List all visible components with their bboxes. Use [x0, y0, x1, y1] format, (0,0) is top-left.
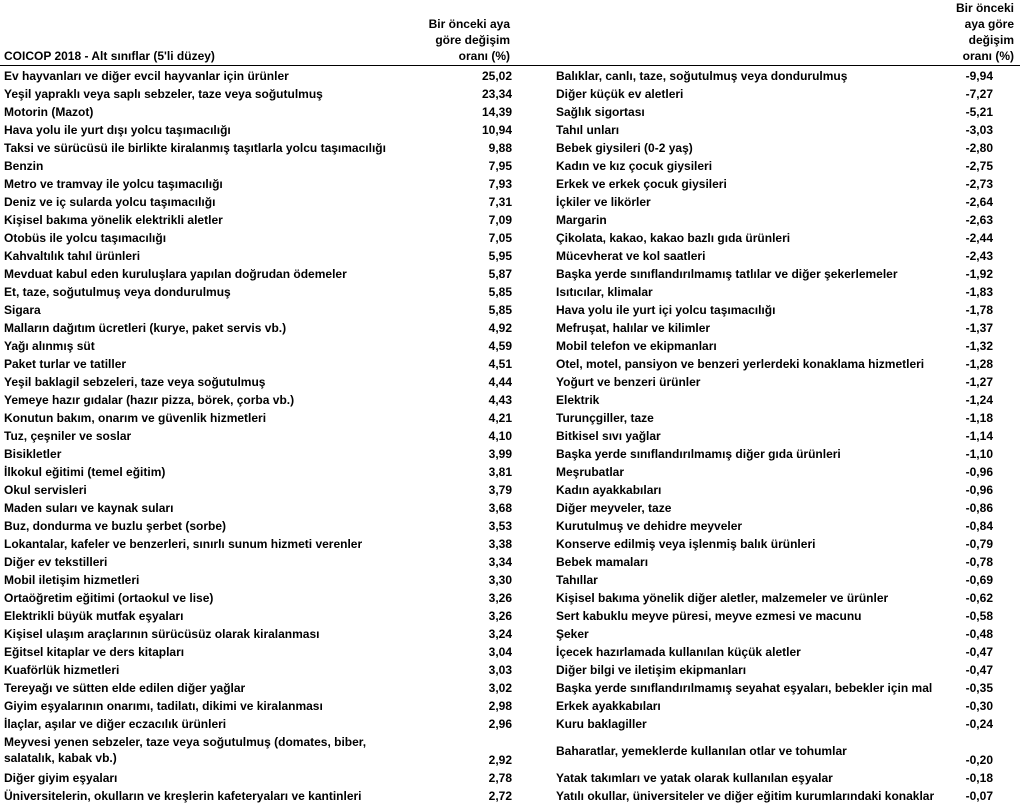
- row-value: 3,53: [488, 519, 512, 533]
- row-label: Yeşil baklagil sebzeleri, taze veya soğutulmuş: [4, 375, 266, 389]
- row-value: -1,14: [965, 429, 993, 443]
- row-value: 3,79: [488, 483, 512, 497]
- row-value: -1,78: [965, 303, 993, 317]
- row-label: Başka yerde sınıflandırılmamış diğer gıda ürünleri: [556, 447, 841, 461]
- row-label: Metro ve tramvay ile yolcu taşımacılığı: [4, 177, 223, 191]
- row-label: Isıtıcılar, klimalar: [556, 285, 653, 299]
- table-row: [0, 336, 520, 354]
- row-value: 3,99: [488, 447, 512, 461]
- column-header-right-value: Bir önceki aya göre değişim oranı (%): [955, 1, 1014, 63]
- table-row: [553, 318, 1020, 336]
- row-label: Lokantalar, kafeler ve benzerleri, sınırlı sunum hizmeti verenler: [4, 537, 363, 551]
- row-label: Balıklar, canlı, taze, soğutulmuş veya dondurulmuş: [556, 69, 848, 83]
- row-label: Tahıl unları: [556, 123, 620, 137]
- row-value: -0,58: [965, 609, 993, 623]
- row-value: 2,96: [488, 717, 512, 731]
- row-label: Sağlık sigortası: [556, 105, 645, 119]
- table-row: [553, 264, 1020, 282]
- row-label: Kuaförlük hizmetleri: [4, 663, 120, 677]
- row-label: Yatak takımları ve yatak olarak kullanılan eşyalar: [556, 771, 833, 785]
- row-label: Giyim eşyalarının onarımı, tadilatı, dikimi ve kiralanması: [4, 699, 323, 713]
- table-row: [0, 138, 520, 156]
- table-row: [553, 696, 1020, 714]
- table-row: [0, 102, 520, 120]
- table-row: [553, 588, 1020, 606]
- row-value: -1,83: [965, 285, 993, 299]
- row-label: Konutun bakım, onarım ve güvenlik hizmetleri: [4, 411, 267, 425]
- row-label: İlaçlar, aşılar ve diğer eczacılık ürünleri: [4, 717, 227, 731]
- row-value: -1,28: [965, 357, 993, 371]
- table-row: [553, 102, 1020, 120]
- row-label: Kuru baklagiller: [556, 717, 647, 731]
- row-label: Bebek mamaları: [556, 555, 649, 569]
- row-value: 3,04: [488, 645, 512, 659]
- table-row: [553, 462, 1020, 480]
- row-label: İlkokul eğitimi (temel eğitim): [4, 465, 166, 479]
- table-row: [0, 390, 520, 408]
- table-row: [553, 516, 1020, 534]
- row-label: Tuz, çeşniler ve soslar: [4, 429, 132, 443]
- row-label: Kişisel bakıma yönelik elektrikli aletler: [4, 213, 223, 227]
- row-value: 2,92: [488, 753, 512, 767]
- table-row: [0, 570, 520, 588]
- row-label: Diğer meyveler, taze: [556, 501, 672, 515]
- table-row: [0, 516, 520, 534]
- row-label: Meyvesi yenen sebzeler, taze veya soğutulmuş (domates, biber, salatalık, kabak vb.): [4, 735, 367, 765]
- row-value: -0,35: [965, 681, 993, 695]
- table-row: [0, 444, 520, 462]
- row-value: -2,80: [965, 141, 993, 155]
- table-row: [0, 318, 520, 336]
- row-value: 3,30: [488, 573, 512, 587]
- table-row: [0, 768, 520, 786]
- row-value: 14,39: [481, 105, 512, 119]
- table-row: [553, 570, 1020, 588]
- row-value: 7,95: [488, 159, 512, 173]
- table-row: [0, 282, 520, 300]
- row-value: -0,69: [965, 573, 993, 587]
- table-row: [0, 606, 520, 624]
- row-label: Ev hayvanları ve diğer evcil hayvanlar için ürünler: [4, 69, 289, 83]
- row-label: Tahıllar: [556, 573, 598, 587]
- row-label: Malların dağıtım ücretleri (kurye, paket servis vb.): [4, 321, 287, 335]
- row-label: Hava yolu ile yurt dışı yolcu taşımacılığı: [4, 123, 231, 137]
- table-row: [553, 642, 1020, 660]
- row-label: İçkiler ve likörler: [556, 195, 651, 209]
- row-value: -0,18: [965, 771, 993, 785]
- table-row: [0, 696, 520, 714]
- row-label: Kişisel ulaşım araçlarının sürücüsüz olarak kiralanması: [4, 627, 320, 641]
- row-value: -0,96: [965, 465, 993, 479]
- row-label: Erkek ayakkabıları: [556, 699, 661, 713]
- table-row: [0, 408, 520, 426]
- row-label: İçecek hazırlamada kullanılan küçük aletler: [556, 645, 801, 659]
- row-value: 3,26: [488, 591, 512, 605]
- table-row: [0, 246, 520, 264]
- row-label: Yeşil yapraklı veya saplı sebzeler, taze veya soğutulmuş: [4, 87, 323, 101]
- table-row: [553, 300, 1020, 318]
- table-row: [553, 498, 1020, 516]
- table-row: [0, 714, 520, 732]
- row-label: Çikolata, kakao, kakao bazlı gıda ürünleri: [556, 231, 791, 245]
- table-row: [553, 678, 1020, 696]
- table-row: [553, 390, 1020, 408]
- row-value: -0,62: [965, 591, 993, 605]
- row-label: Hava yolu ile yurt içi yolcu taşımacılığı: [556, 303, 776, 317]
- table-row: [0, 372, 520, 390]
- row-value: -0,79: [965, 537, 993, 551]
- table-row: [0, 264, 520, 282]
- row-value: 3,34: [488, 555, 512, 569]
- row-label: Eğitsel kitaplar ve ders kitapları: [4, 645, 185, 659]
- table-row: [553, 210, 1020, 228]
- table-row: [0, 786, 520, 804]
- row-value: -3,03: [965, 123, 993, 137]
- row-value: -0,47: [965, 645, 993, 659]
- table-row: [553, 768, 1020, 786]
- row-value: 7,09: [488, 213, 512, 227]
- row-label: Diğer giyim eşyaları: [4, 771, 118, 785]
- row-label: Mobil telefon ve ekipmanları: [556, 339, 717, 353]
- row-value: -0,86: [965, 501, 993, 515]
- row-value: 4,21: [488, 411, 512, 425]
- row-value: -0,07: [965, 789, 993, 803]
- row-label: Taksi ve sürücüsü ile birlikte kiralanmış taşıtlarla yolcu taşımacılığı: [4, 141, 386, 155]
- table-row: [553, 138, 1020, 156]
- row-label: Turunçgiller, taze: [556, 411, 654, 425]
- row-value: 5,85: [488, 285, 512, 299]
- row-label: Mefruşat, halılar ve kilimler: [556, 321, 711, 335]
- left-table-rows: [0, 66, 520, 804]
- row-label: Okul servisleri: [4, 483, 87, 497]
- row-value: 7,31: [488, 195, 512, 209]
- table-row: [553, 408, 1020, 426]
- row-label: Sert kabuklu meyve püresi, meyve ezmesi ve macunu: [556, 609, 862, 623]
- row-label: Şeker: [556, 627, 589, 641]
- table-row: [553, 660, 1020, 678]
- row-value: 2,98: [488, 699, 512, 713]
- table-row: [553, 156, 1020, 174]
- row-label: Kişisel bakıma yönelik diğer aletler, malzemeler ve ürünler: [556, 591, 889, 605]
- row-label: Et, taze, soğutulmuş veya dondurulmuş: [4, 285, 231, 299]
- row-value: -1,27: [965, 375, 993, 389]
- row-label: Yoğurt ve benzeri ürünler: [556, 375, 701, 389]
- table-row: [0, 174, 520, 192]
- row-value: 5,87: [488, 267, 512, 281]
- table-row: [553, 66, 1020, 84]
- table-row: [0, 642, 520, 660]
- row-label: Otel, motel, pansiyon ve benzeri yerlerdeki konaklama hizmetleri: [556, 357, 925, 371]
- row-value: -1,18: [965, 411, 993, 425]
- row-value: 3,03: [488, 663, 512, 677]
- table-row: [553, 228, 1020, 246]
- table-row: [0, 534, 520, 552]
- row-label: Bitkisel sıvı yağlar: [556, 429, 661, 443]
- row-value: 5,85: [488, 303, 512, 317]
- row-value: -2,73: [965, 177, 993, 191]
- row-value: -5,21: [965, 105, 993, 119]
- column-header-left-value: Bir önceki aya göre değişim oranı (%): [428, 17, 510, 63]
- row-value: 3,38: [488, 537, 512, 551]
- table-row: [553, 120, 1020, 138]
- row-value: -0,20: [965, 753, 993, 767]
- table-row: [553, 552, 1020, 570]
- row-value: -2,64: [965, 195, 993, 209]
- row-label: Deniz ve iç sularda yolcu taşımacılığı: [4, 195, 216, 209]
- table-row: [0, 462, 520, 480]
- row-value: -0,78: [965, 555, 993, 569]
- table-row: [0, 228, 520, 246]
- row-value: 3,02: [488, 681, 512, 695]
- row-label: Yemeye hazır gıdalar (hazır pizza, börek, çorba vb.): [4, 393, 295, 407]
- row-value: 3,68: [488, 501, 512, 515]
- row-value: -9,94: [965, 69, 993, 83]
- row-label: Yatılı okullar, üniversiteler ve diğer eğitim kurumlarındaki konaklar: [556, 789, 935, 803]
- table-row: [553, 282, 1020, 300]
- table-row: [0, 354, 520, 372]
- row-label: Benzin: [4, 159, 44, 173]
- table-row: [0, 192, 520, 210]
- row-label: Paket turlar ve tatiller: [4, 357, 127, 371]
- row-label: Yağı alınmış süt: [4, 339, 95, 353]
- table-row: [0, 498, 520, 516]
- row-label: Sigara: [4, 303, 41, 317]
- row-label: Kadın ayakkabıları: [556, 483, 662, 497]
- table-row: [553, 714, 1020, 732]
- row-value: 3,81: [488, 465, 512, 479]
- row-label: Elektrik: [556, 393, 600, 407]
- row-value: -1,37: [965, 321, 993, 335]
- row-value: -0,47: [965, 663, 993, 677]
- row-label: Margarin: [556, 213, 607, 227]
- table-row: [553, 192, 1020, 210]
- row-label: Üniversitelerin, okulların ve kreşlerin kafeteryaları ve kantinleri: [4, 789, 362, 803]
- table-row: [0, 480, 520, 498]
- row-value: -1,10: [965, 447, 993, 461]
- row-label: Kurutulmuş ve dehidre meyveler: [556, 519, 743, 533]
- row-value: 4,44: [488, 375, 512, 389]
- table-row: [553, 624, 1020, 642]
- row-label: Tereyağı ve sütten elde edilen diğer yağlar: [4, 681, 246, 695]
- row-value: 4,43: [488, 393, 512, 407]
- row-value: -7,27: [965, 87, 993, 101]
- row-label: Kadın ve kız çocuk giysileri: [556, 159, 713, 173]
- row-value: 4,51: [488, 357, 512, 371]
- table-row: [553, 606, 1020, 624]
- row-value: 10,94: [481, 123, 512, 137]
- row-label: Mobil iletişim hizmetleri: [4, 573, 140, 587]
- table-row: [0, 678, 520, 696]
- table-row: [553, 84, 1020, 102]
- row-value: 4,59: [488, 339, 512, 353]
- table-row: [553, 444, 1020, 462]
- row-value: 23,34: [481, 87, 512, 101]
- row-value: 25,02: [481, 69, 512, 83]
- table-row: [0, 588, 520, 606]
- row-value: 2,78: [488, 771, 512, 785]
- row-label: Diğer bilgi ve iletişim ekipmanları: [556, 663, 747, 677]
- row-value: 5,95: [488, 249, 512, 263]
- table-row: [553, 174, 1020, 192]
- row-label: Bebek giysileri (0-2 yaş): [556, 141, 693, 155]
- table-row: [0, 84, 520, 102]
- table-row: [0, 426, 520, 444]
- table-row: [553, 372, 1020, 390]
- row-label: Buz, dondurma ve buzlu şerbet (sorbe): [4, 519, 227, 533]
- row-label: Başka yerde sınıflandırılmamış tatlılar ve diğer şekerlemeler: [556, 267, 898, 281]
- row-label: Elektrikli büyük mutfak eşyaları: [4, 609, 184, 623]
- row-value: -0,96: [965, 483, 993, 497]
- row-label: Motorin (Mazot): [4, 105, 94, 119]
- row-value: -2,43: [965, 249, 993, 263]
- row-value: -0,24: [965, 717, 993, 731]
- row-label: Erkek ve erkek çocuk giysileri: [556, 177, 727, 191]
- row-label: Meşrubatlar: [556, 465, 625, 479]
- row-label: Konserve edilmiş veya işlenmiş balık ürünleri: [556, 537, 816, 551]
- row-label: Diğer ev tekstilleri: [4, 555, 108, 569]
- table-row: [0, 552, 520, 570]
- row-value: -1,32: [965, 339, 993, 353]
- row-value: -2,63: [965, 213, 993, 227]
- table-row: [553, 336, 1020, 354]
- right-table-rows: [553, 66, 1020, 804]
- row-value: 2,72: [488, 789, 512, 803]
- table-row: [0, 300, 520, 318]
- row-label: Ortaöğretim eğitimi (ortaokul ve lise): [4, 591, 214, 605]
- table-row: [553, 732, 1020, 768]
- row-label: Mücevherat ve kol saatleri: [556, 249, 706, 263]
- row-value: -2,75: [965, 159, 993, 173]
- row-value: 7,05: [488, 231, 512, 245]
- row-label: Kahvaltılık tahıl ürünleri: [4, 249, 141, 263]
- row-value: -2,44: [965, 231, 993, 245]
- table-row: [553, 246, 1020, 264]
- table-row: [553, 786, 1020, 804]
- row-value: -0,30: [965, 699, 993, 713]
- table-row: [0, 156, 520, 174]
- row-label: Maden suları ve kaynak suları: [4, 501, 174, 515]
- table-row: [0, 660, 520, 678]
- row-value: 3,26: [488, 609, 512, 623]
- row-label: Bisikletler: [4, 447, 62, 461]
- table-row: [553, 426, 1020, 444]
- row-value: -1,24: [965, 393, 993, 407]
- row-label: Başka yerde sınıflandırılmamış seyahat eşyaları, bebekler için mal: [556, 681, 933, 695]
- table-row: [553, 480, 1020, 498]
- row-value: 9,88: [488, 141, 512, 155]
- row-label: Diğer küçük ev aletleri: [556, 87, 684, 101]
- row-value: -0,84: [965, 519, 993, 533]
- row-label: Mevduat kabul eden kuruluşlara yapılan doğrudan ödemeler: [4, 267, 347, 281]
- row-value: 3,24: [488, 627, 512, 641]
- table-row: [0, 624, 520, 642]
- row-value: 4,92: [488, 321, 512, 335]
- row-value: 4,10: [488, 429, 512, 443]
- row-value: -0,48: [965, 627, 993, 641]
- row-label: Otobüs ile yolcu taşımacılığı: [4, 231, 167, 245]
- row-value: -1,92: [965, 267, 993, 281]
- table-row: [553, 534, 1020, 552]
- table-row: [0, 732, 520, 768]
- row-value: 7,93: [488, 177, 512, 191]
- table-row: [0, 210, 520, 228]
- table-row: [0, 66, 520, 84]
- table-row: [0, 120, 520, 138]
- row-label: Baharatlar, yemeklerde kullanılan otlar ve tohumlar: [556, 744, 847, 758]
- table-row: [553, 354, 1020, 372]
- column-header-category: COICOP 2018 - Alt sınıflar (5'li düzey): [4, 49, 215, 63]
